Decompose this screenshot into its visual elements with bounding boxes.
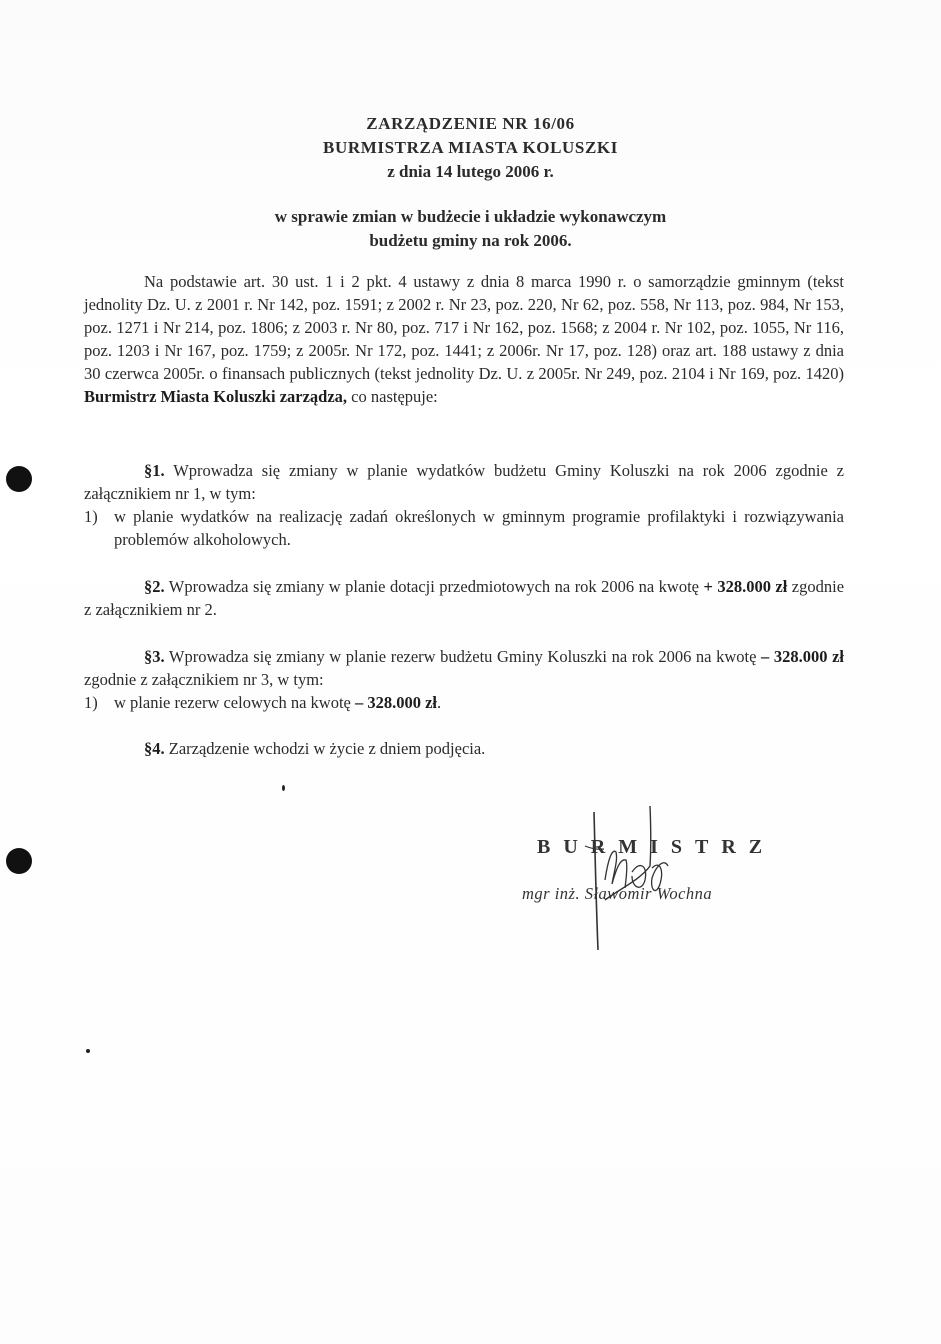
section-2-text: Wprowadza się zmiany w planie dotacji przedmiotowych na rok 2006 na kwotę (164, 577, 699, 596)
preamble-bold: Burmistrz Miasta Koluszki zarządza, (84, 387, 348, 406)
section-1-text: Wprowadza się zmiany w planie wydatków budżetu Gminy Koluszki na rok 2006 zgodnie z załącznikiem nr 1, w tym: (84, 461, 844, 503)
section-2-tail: zgodnie z załącznikiem nr 2. (84, 577, 845, 619)
section-3-amount: – 328.000 zł (761, 647, 844, 666)
section-4-mark: §4. (144, 739, 165, 758)
section-3-tail: zgodnie z załącznikiem nr 3, w tym: (84, 670, 324, 689)
preamble-end: co następuje: (347, 387, 438, 406)
issuer-line: BURMISTRZA MIASTA KOLUSZKI (323, 138, 618, 157)
section-3-item-amount: – 328.000 zł (354, 693, 438, 712)
section-2-mark: §2. (144, 577, 165, 596)
subject-line-1: w sprawie zmian w budżecie i układzie wykonawczym (274, 207, 667, 226)
section-3-text: Wprowadza się zmiany w planie rezerw budżetu Gminy Koluszki na rok 2006 na kwotę (164, 647, 757, 666)
section-3-item-text: w planie rezerw celowych na kwotę (114, 693, 351, 712)
stamp-name: mgr inż. Sławomir Wochna (522, 884, 713, 903)
section-3-item-end: . (437, 693, 442, 712)
section-2-amount: + 328.000 zł (703, 577, 788, 596)
section-1-item-number: 1) (84, 507, 98, 526)
document-date: z dnia 14 lutego 2006 r. (387, 162, 554, 181)
section-1-item-text: w planie wydatków na realizację zadań określonych w gminnym programie profilaktyki i rozwiązywania problemów alkoholowych. (114, 507, 844, 549)
section-1-mark: §1. (144, 461, 165, 480)
section-3-mark: §3. (144, 647, 165, 666)
preamble-text: Na podstawie art. 30 ust. 1 i 2 pkt. 4 ustawy z dnia 8 marca 1990 r. o samorządzie gminnym (tekst jednolity Dz. U. z 2001 r. Nr 142, poz. 1591; z 2002 r. Nr 23, poz. 220, Nr 62, poz. 558, Nr 113, poz. 984, Nr 153, poz. 1271 i Nr 214, poz. 1806; z 2003 r. Nr 80, poz. 717 i Nr 162, poz. 1568; z 2004 r. Nr 102, poz. 1055, Nr 116, poz. 1203 i Nr 167, poz. 1759; z 2005r. Nr 172, poz. 1441; z 2006r. Nr 17, poz. 128) oraz art. 188 ustawy z dnia 30 czerwca 2005r. o finansach publicznych (tekst jednolity Dz. U. z 2005r. Nr 249, poz. 2104 i Nr 169, poz. 1420) (84, 272, 844, 383)
document-title: ZARZĄDZENIE NR 16/06 (366, 114, 575, 133)
section-3-item-number: 1) (84, 693, 98, 712)
stamp-title: BURMISTRZ (537, 836, 776, 858)
section-4-text: Zarządzenie wchodzi w życie z dniem podjęcia. (164, 739, 486, 758)
subject-line-2: budżetu gminy na rok 2006. (369, 231, 572, 250)
